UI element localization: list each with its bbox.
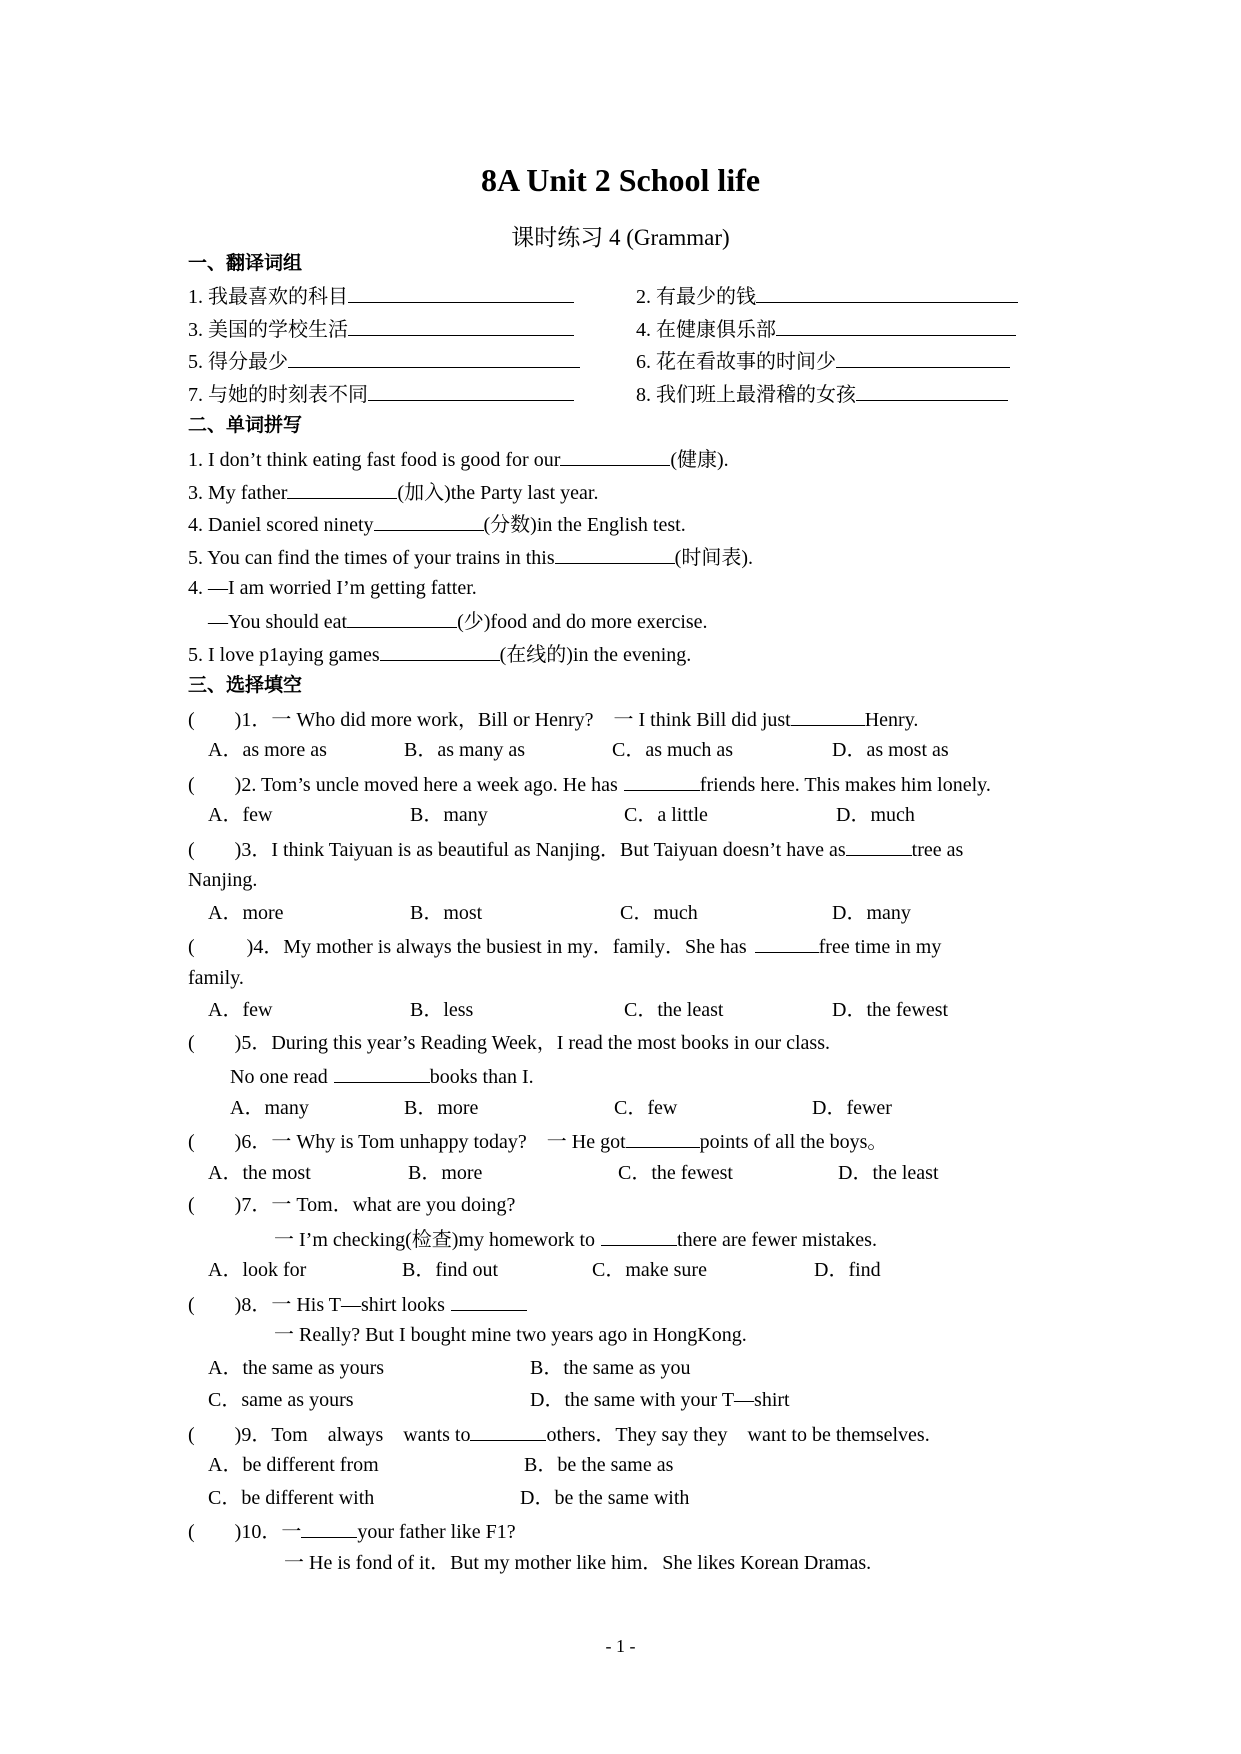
answer-blank[interactable] xyxy=(624,771,700,791)
page-title: 8A Unit 2 School life xyxy=(480,162,761,198)
question-7-option-b[interactable]: B．find out xyxy=(402,1259,499,1281)
answer-blank[interactable] xyxy=(470,1421,546,1441)
question-1-stem: ( )1．一 Who did more work，Bill or Henry? 一 I think Bill did just Henry. xyxy=(188,706,918,732)
spelling-item: 5. You can find the times of your trains in this (时间表). xyxy=(188,544,753,570)
question-5-option-b[interactable]: B．more xyxy=(404,1097,479,1119)
question-5-stem: ( )5．During this year’s Reading Week，I read the most books in our class. xyxy=(188,1032,830,1054)
page-number: - 1 - xyxy=(605,1636,636,1656)
question-1-option-b[interactable]: B．as many as xyxy=(404,739,526,761)
spelling-item: 4. —I am worried I’m getting fatter. xyxy=(188,577,477,599)
answer-blank[interactable] xyxy=(601,1226,677,1246)
answer-blank[interactable] xyxy=(791,706,865,726)
question-4-option-d[interactable]: D．the fewest xyxy=(832,999,949,1021)
answer-blank[interactable] xyxy=(836,348,1010,368)
translate-item-1: 1. 我最喜欢的科目 xyxy=(188,283,574,309)
answer-blank[interactable] xyxy=(846,836,912,856)
answer-blank[interactable] xyxy=(555,544,675,564)
answer-blank[interactable] xyxy=(451,1291,527,1311)
answer-blank[interactable] xyxy=(347,608,457,628)
question-4-stem: ( )4．My mother is always the busiest in my．family．She has free time in my xyxy=(188,933,941,959)
question-2-option-b[interactable]: B．many xyxy=(410,804,488,826)
question-3-option-b[interactable]: B．most xyxy=(410,902,483,924)
question-8-option-d[interactable]: D．the same with your T—shirt xyxy=(530,1389,790,1411)
answer-blank[interactable] xyxy=(334,1063,430,1083)
answer-blank[interactable] xyxy=(301,1518,357,1538)
spelling-item: 4. Daniel scored ninety (分数)in the English test. xyxy=(188,511,686,537)
question-7-option-d[interactable]: D．find xyxy=(814,1259,881,1281)
answer-blank[interactable] xyxy=(756,283,1018,303)
question-1-option-c[interactable]: C．as much as xyxy=(612,739,734,761)
question-9-option-a[interactable]: A．be different from xyxy=(208,1454,379,1476)
question-4-option-c[interactable]: C．the least xyxy=(624,999,724,1021)
spelling-item-continued: —You should eat (少)food and do more exercise. xyxy=(208,608,708,634)
translate-item-4: 4. 在健康俱乐部 xyxy=(636,316,1016,342)
answer-blank[interactable] xyxy=(348,316,574,336)
question-8-stem-line2: 一 Really? But I bought mine two years ago in HongKong. xyxy=(274,1324,747,1346)
translate-item-6: 6. 花在看故事的时间少 xyxy=(636,348,1010,374)
answer-blank[interactable] xyxy=(380,641,500,661)
question-8-option-c[interactable]: C．same as yours xyxy=(208,1389,354,1411)
question-5-option-c[interactable]: C．few xyxy=(614,1097,678,1119)
translate-item-5: 5. 得分最少 xyxy=(188,348,580,374)
answer-blank[interactable] xyxy=(626,1128,700,1148)
question-10-stem-line2: 一 He is fond of it．But my mother like him．She likes Korean Dramas. xyxy=(284,1552,872,1574)
answer-blank[interactable] xyxy=(776,316,1016,336)
question-2-stem: ( )2. Tom’s uncle moved here a week ago. He has friends here. This makes him lonely. xyxy=(188,771,991,797)
spelling-item: 3. My father (加入)the Party last year. xyxy=(188,479,598,505)
question-3-stem-continued: Nanjing. xyxy=(188,869,258,891)
answer-blank[interactable] xyxy=(348,283,574,303)
spelling-item: 1. I don’t think eating fast food is good for our (健康). xyxy=(188,446,729,472)
question-6-stem: ( )6．一 Why is Tom unhappy today? 一 He got points of all the boys。 xyxy=(188,1128,887,1154)
question-3-stem: ( )3．I think Taiyuan is as beautiful as Nanjing．But Taiyuan doesn’t have as tree as xyxy=(188,836,963,862)
question-2-option-d[interactable]: D．much xyxy=(836,804,915,826)
question-6-option-c[interactable]: C．the fewest xyxy=(618,1162,733,1184)
question-4-option-a[interactable]: A．few xyxy=(208,999,273,1021)
translate-item-3: 3. 美国的学校生活 xyxy=(188,316,574,342)
question-6-option-b[interactable]: B．more xyxy=(408,1162,483,1184)
question-7-stem: ( )7．一 Tom．what are you doing? xyxy=(188,1194,516,1216)
answer-blank[interactable] xyxy=(374,511,484,531)
question-4-stem-continued: family. xyxy=(188,967,244,989)
question-7-option-c[interactable]: C．make sure xyxy=(592,1259,707,1281)
answer-blank[interactable] xyxy=(560,446,670,466)
question-5-option-a[interactable]: A．many xyxy=(230,1097,309,1119)
question-7-option-a[interactable]: A．look for xyxy=(208,1259,307,1281)
question-6-option-a[interactable]: A．the most xyxy=(208,1162,311,1184)
question-6-option-d[interactable]: D．the least xyxy=(838,1162,939,1184)
question-3-option-c[interactable]: C．much xyxy=(620,902,698,924)
question-1-option-a[interactable]: A．as more as xyxy=(208,739,327,761)
question-10-stem: ( )10．一 your father like F1? xyxy=(188,1518,516,1544)
question-5-stem-line2: No one read books than I. xyxy=(230,1063,534,1089)
question-8-option-a[interactable]: A．the same as yours xyxy=(208,1357,385,1379)
question-5-option-d[interactable]: D．fewer xyxy=(812,1097,892,1119)
question-8-stem: ( )8．一 His T—shirt looks xyxy=(188,1291,527,1317)
question-9-option-c[interactable]: C．be different with xyxy=(208,1487,375,1509)
question-3-option-d[interactable]: D．many xyxy=(832,902,911,924)
translate-item-7: 7. 与她的时刻表不同 xyxy=(188,381,574,407)
answer-blank[interactable] xyxy=(368,381,574,401)
question-9-option-b[interactable]: B．be the same as xyxy=(524,1454,674,1476)
question-9-option-d[interactable]: D．be the same with xyxy=(520,1487,690,1509)
page-subtitle: 课时练习 4 (Grammar) xyxy=(511,225,730,250)
question-1-option-d[interactable]: D．as most as xyxy=(832,739,949,761)
translate-item-2: 2. 有最少的钱 xyxy=(636,283,1018,309)
question-2-option-c[interactable]: C．a little xyxy=(624,804,708,826)
section2-heading: 二、单词拼写 xyxy=(188,414,303,436)
answer-blank[interactable] xyxy=(288,348,580,368)
translate-item-8: 8. 我们班上最滑稽的女孩 xyxy=(636,381,1008,407)
section1-heading: 一、翻译词组 xyxy=(188,252,303,274)
answer-blank[interactable] xyxy=(755,933,819,953)
spelling-item: 5. I love p1aying games (在线的)in the evening. xyxy=(188,641,691,667)
answer-blank[interactable] xyxy=(856,381,1008,401)
question-8-option-b[interactable]: B．the same as you xyxy=(530,1357,691,1379)
question-2-option-a[interactable]: A．few xyxy=(208,804,273,826)
answer-blank[interactable] xyxy=(287,479,397,499)
question-7-stem-line2: 一 I’m checking(检查)my homework to there are fewer mistakes. xyxy=(274,1226,877,1252)
question-9-stem: ( )9．Tom always wants to others．They say they want to be themselves. xyxy=(188,1421,930,1447)
section3-heading: 三、选择填空 xyxy=(188,674,303,696)
question-4-option-b[interactable]: B．less xyxy=(410,999,474,1021)
question-3-option-a[interactable]: A．more xyxy=(208,902,284,924)
